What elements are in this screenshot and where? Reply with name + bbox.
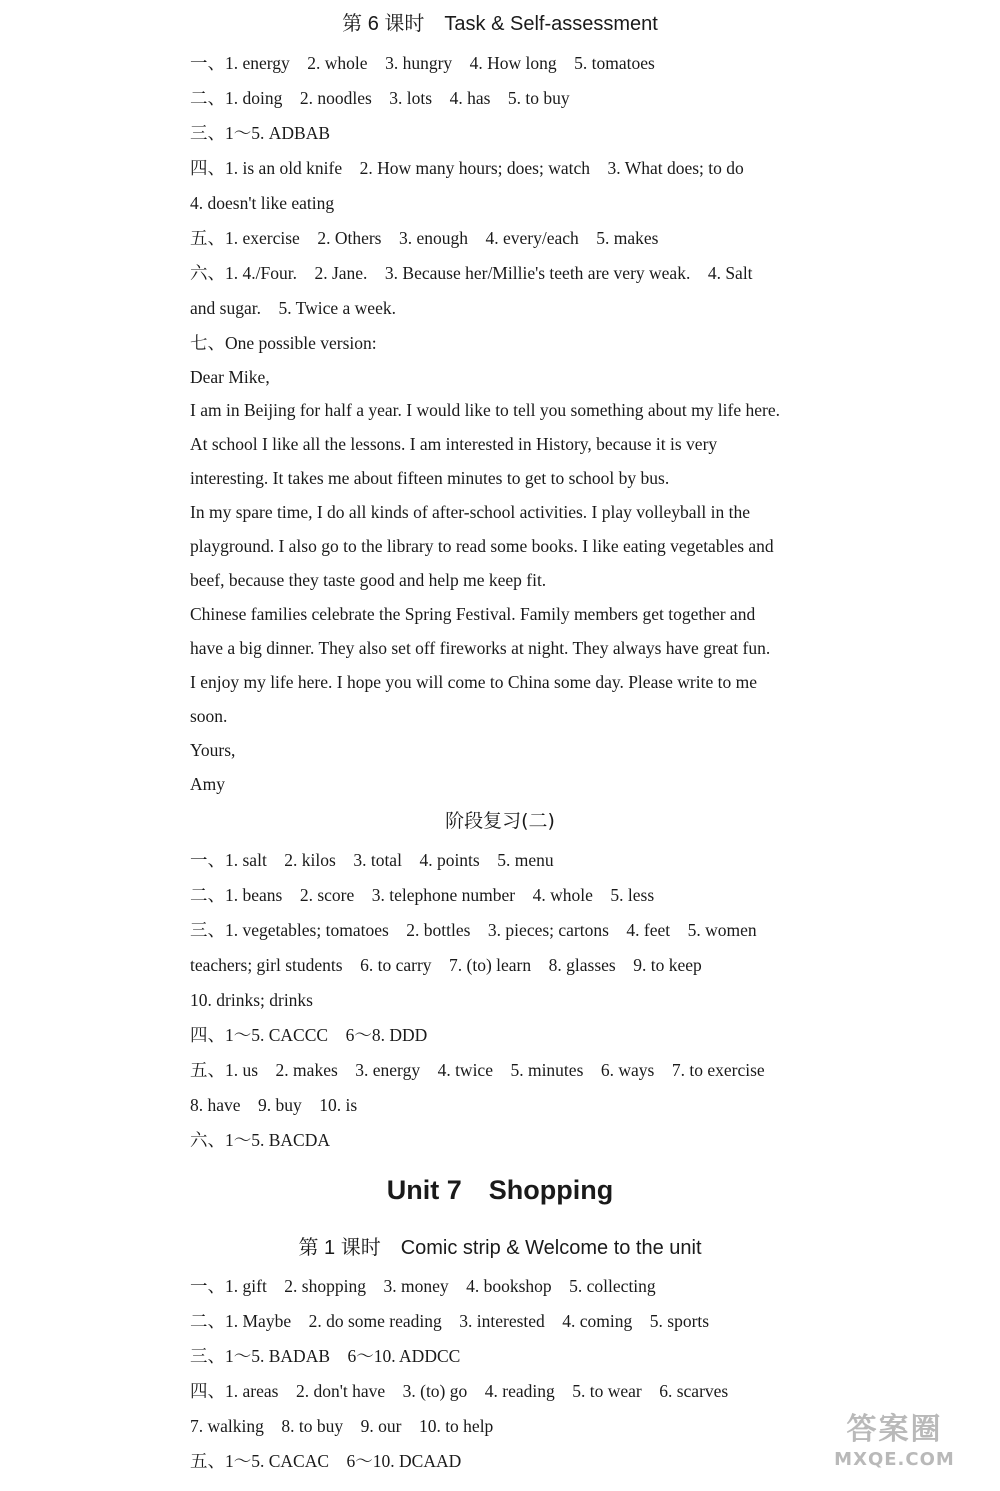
letter-line: beef, because they taste good and help me keep fit. [190,570,547,590]
letter-line: Chinese families celebrate the Spring Festival. Family members get together and [190,604,756,624]
site-watermark [807,1411,982,1481]
lesson6-line: 七、One possible version: [190,333,377,353]
unit7-line: 五、1～5. CACAC 6～10. DCAAD [190,1451,462,1471]
watermark-logo-text: 答案圈 [846,1412,943,1447]
review-line: teachers; girl students 6. to carry 7. (to) learn 8. glasses 9. to keep [190,955,702,975]
review-line: 二、1. beans 2. score 3. telephone number 4. whole 5. less [190,885,655,905]
unit7-line: 三、1～5. BADAB 6～10. ADDCC [190,1346,461,1366]
unit7-line: 二、1. Maybe 2. do some reading 3. interested 4. coming 5. sports [190,1311,710,1331]
letter-greeting: Dear Mike, [190,367,270,387]
letter-closing: Yours, [190,740,236,760]
lesson6-title: 第 6 课时 Task & Self-assessment [342,13,658,35]
letter-line: playground. I also go to the library to read some books. I like eating vegetables and [190,536,774,556]
lesson6-line: 三、1～5. ADBAB [190,123,331,143]
unit-title: Unit 7 Shopping [386,1175,614,1205]
lesson1-title: 第 1 课时 Comic strip & Welcome to the unit [298,1237,702,1259]
letter-line: I enjoy my life here. I hope you will come to China some day. Please write to me [190,672,757,692]
lesson6-line: 4. doesn't like eating [190,193,335,213]
lesson6-line: 四、1. is an old knife 2. How many hours; does; watch 3. What does; to do [190,158,744,178]
review-line: 五、1. us 2. makes 3. energy 4. twice 5. minutes 6. ways 7. to exercise [190,1060,765,1080]
lesson6-line: 六、1. 4./Four. 2. Jane. 3. Because her/Millie's teeth are very weak. 4. Salt [190,263,753,283]
letter-line: In my spare time, I do all kinds of after-school activities. I play volleyball in the [190,502,750,522]
letter-line: At school I like all the lessons. I am interested in History, because it is very [190,434,718,454]
unit7-line: 7. walking 8. to buy 9. our 10. to help [190,1416,494,1436]
letter-signature: Amy [190,774,225,794]
unit7-line: 四、1. areas 2. don't have 3. (to) go 4. reading 5. to wear 6. scarves [190,1381,729,1401]
review-line: 四、1～5. CACCC 6～8. DDD [190,1025,428,1045]
letter-line: I am in Beijing for half a year. I would like to tell you something about my life here. [190,400,780,420]
review-line: 8. have 9. buy 10. is [190,1095,358,1115]
review-line: 三、1. vegetables; tomatoes 2. bottles 3. pieces; cartons 4. feet 5. women [190,920,757,940]
lesson6-line: 一、1. energy 2. whole 3. hungry 4. How long 5. tomatoes [190,53,655,73]
lesson6-line: 五、1. exercise 2. Others 3. enough 4. every/each 5. makes [190,228,659,248]
watermark-url: MXQE.COM [834,1449,955,1470]
review-title: 阶段复习(二) [445,810,555,832]
letter-line: interesting. It takes me about fifteen minutes to get to school by bus. [190,468,670,488]
review-line: 10. drinks; drinks [190,990,313,1010]
letter-line: soon. [190,706,228,726]
lesson6-line: 二、1. doing 2. noodles 3. lots 4. has 5. to buy [190,88,570,108]
lesson6-line: and sugar. 5. Twice a week. [190,298,396,318]
letter-line: have a big dinner. They also set off fireworks at night. They always have great fun. [190,638,771,658]
unit7-line: 一、1. gift 2. shopping 3. money 4. bookshop 5. collecting [190,1276,656,1296]
review-line: 六、1～5. BACDA [190,1130,331,1150]
review-line: 一、1. salt 2. kilos 3. total 4. points 5. menu [190,850,554,870]
